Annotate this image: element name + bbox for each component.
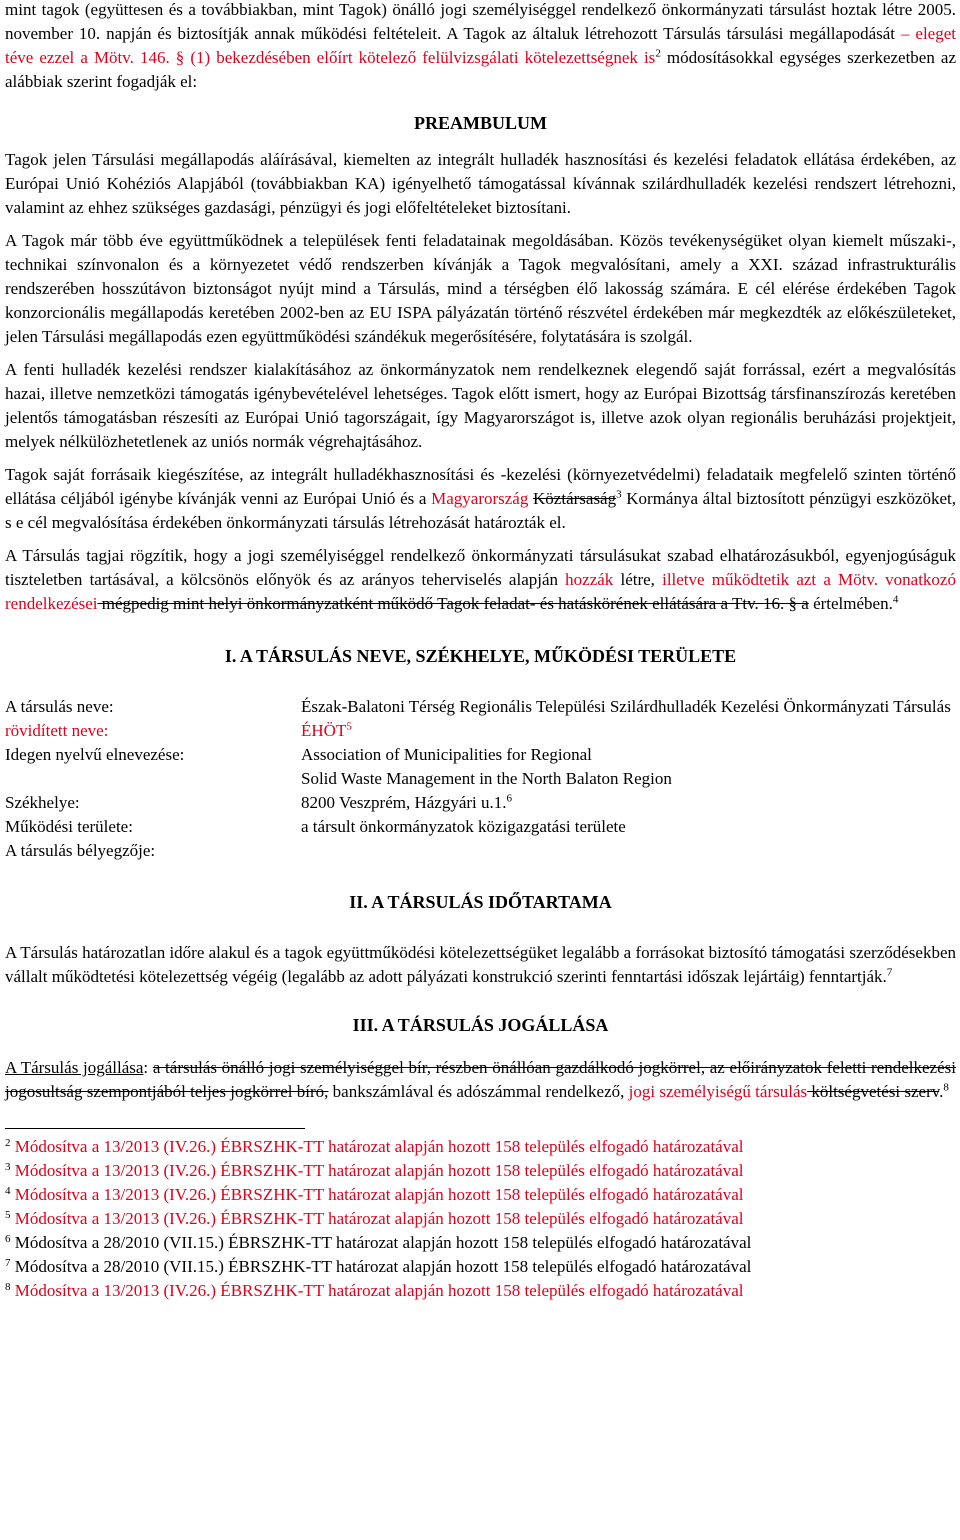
preamble-p4-deleted: Köztársaság	[533, 489, 617, 508]
section-3-paragraph	[5, 1056, 956, 1104]
seat-value	[301, 791, 956, 815]
footnote-item	[5, 1135, 956, 1159]
foreign-name-line-1: Association of Municipalities for Regional	[301, 745, 592, 764]
intro-line-3: létrehozott Társulás társulási megállapodását	[584, 24, 901, 43]
preamble-paragraph-4	[5, 463, 956, 535]
preamble-paragraph-3: A fenti hulladék kezelési rendszer kialakításához az önkormányzatok nem rendelkeznek elegendő saját forrással, ezért a megvalósítás hazai, illetve nemzetközi támogatás igénybevételével lehetséges. Tagok előtt ismert, hogy az Európai Bizottság társfinanszírozás keretében jelentős támogatásban részesíti az Európai Unió tagországait, így Magyarországot is, illetve azok olyan regionális beruházási projektjeit, melyek nélkülözhetetlenek az uniós normák végrehajtásához.	[5, 360, 956, 451]
legal-status-amended: jogi személyiségű társulás	[628, 1082, 808, 1101]
footnote-text: Módosítva a 13/2013 (IV.26.) ÉBRSZHK-TT határozat alapján hozott 158 település elfogadó határozatával	[10, 1137, 744, 1156]
footnote-item	[5, 1183, 956, 1207]
foreign-name-value	[301, 743, 956, 791]
section-2-text: A Társulás határozatlan időre alakul és a tagok együttműködési kötelezettségüket legalább a forrásokat biztosító támogatási szerződésekben vállalt működtetési kötelezettség végéig (legalább az adott pályázati konstrukció szerinti fenntartási időszak lejártáig) fenntartják.	[5, 943, 956, 986]
foreign-name-line-2: Solid Waste Management in the North Balaton Region	[301, 769, 672, 788]
preamble-p4-text-end: Kormánya által biztosított pénzügyi eszközöket, s e cél megvalósítása érdekében önkormányzati társulás létrehozását határozták el.	[5, 489, 957, 532]
document-page	[5, 0, 956, 1303]
name-value: Észak-Balatoni Térség Regionális Települési Szilárdhulladék Kezelési Önkormányzati Társulás	[301, 697, 951, 716]
preamble-paragraph-1: Tagok jelen Társulási megállapodás aláírásával, kiemelten az integrált hulladék hasznosítási és kezelési feladatok ellátása érdekében, az Európai Unió Kohéziós Alapjából (továbbiakban KA) igényelhető támogatással kívánnak szilárdhulladék kezelési rendszert létrehozni, valamint az ehhez szükséges gazdasági, pénzügyi és jogi előfeltételeket biztosítani.	[5, 150, 956, 217]
preamble-p4-amended: Magyarország	[431, 489, 529, 508]
area-label: Működési területe:	[5, 817, 133, 836]
area-value: a társult önkormányzatok közigazgatási területe	[301, 817, 626, 836]
preamble-p5-text-end: értelmében.	[808, 594, 893, 613]
footnote-item	[5, 1231, 956, 1255]
footnote-ref: 6	[506, 792, 513, 805]
intro-line-1: mint tagok (együttesen és a továbbiakban, mint Tagok) önálló jogi személyiséggel rendelkező önkormányzati	[5, 0, 764, 19]
section-3-title: III. A TÁRSULÁS JOGÁLLÁSA	[352, 1015, 609, 1035]
short-name-value	[301, 719, 956, 743]
footnote-ref: 2	[655, 47, 661, 60]
footnote-number: 6	[5, 1233, 11, 1245]
intro-amended-text: – eleget téve ezzel a Mötv. 146. § (1) bekezdésében előírt kötelező felülvizsgálati kötelezettségnek is	[5, 24, 956, 67]
foreign-name-label: Idegen nyelvű elnevezése:	[5, 745, 185, 764]
seat-text: 8200 Veszprém, Házgyári u.1.	[301, 793, 507, 812]
footnote-number: 5	[5, 1209, 11, 1221]
footnote-ref: 4	[892, 593, 899, 606]
footnote-text: Módosítva a 13/2013 (IV.26.) ÉBRSZHK-TT határozat alapján hozott 158 település elfogadó határozatával	[10, 1185, 744, 1204]
footnote-ref: 3	[616, 488, 622, 501]
preamble-title: PREAMBULUM	[414, 113, 547, 133]
legal-status-text: bankszámlával és adószámmal rendelkező,	[328, 1082, 629, 1101]
name-label: A társulás neve:	[5, 697, 114, 716]
colon: :	[143, 1058, 153, 1077]
preamble-p4-text: Tagok saját forrásaik kiegészítése, az integrált hulladékhasznosítási és -kezelési (környezetvédelmi) feladataik megfelelő szinten történő ellátása céljából igénybe kívánják venni az Európai Unió és a	[5, 465, 956, 508]
legal-status-deleted-1: a társulás önálló jogi személyiséggel bír, részben önállóan gazdálkodó jogkörrel, az előirányzatok feletti rendelkezési jogosultság szempontjából teljes jogkörrel bíró,	[5, 1058, 956, 1101]
footnote-number: 3	[5, 1161, 11, 1173]
footnote-number: 7	[5, 1257, 11, 1269]
section-2-paragraph	[5, 941, 956, 989]
association-info-table	[5, 695, 956, 863]
intro-paragraph	[5, 0, 956, 94]
preamble-paragraph-5	[5, 544, 956, 616]
section-2-title: II. A TÁRSULÁS IDŐTARTAMA	[349, 892, 612, 912]
preamble-p5-text-mid: létre,	[613, 570, 663, 589]
footnote-ref: 8	[943, 1081, 949, 1094]
short-name-text: ÉHÖT	[301, 721, 347, 740]
preamble-p5-deleted: mégpedig mint helyi önkormányzatként működő Tagok feladat- és hatáskörének ellátására a Ttv. 16. § a	[97, 594, 809, 613]
preamble-paragraph-2: A Tagok már több éve együttműködnek a települések fenti feladatainak megoldásában. Közös tevékenységüket olyan kiemelt műszaki-, technikai színvonalon és a környezetet védő rendszerben kívánják a Tagok megvalósítani, amely a XXI. század infrastrukturális rendszerében hosszútávon biztonságot nyújt mind a Társulás, mind a térségben élő lakosság számára. E cél elérése érdekében Tagok konzorcionális megállapodás keretében 2002-ben az EU ISPA pályázatán történő részvétel érdekében már megkezdték az előkészületeket, jelen Társulási megállapodás ezen együttműködési szándékuk megerősítésére, folytatására is szolgál.	[5, 231, 956, 346]
footnote-separator	[5, 1128, 305, 1129]
section-1-title: I. A TÁRSULÁS NEVE, SZÉKHELYE, MŰKÖDÉSI TERÜLETE	[224, 646, 737, 666]
footnote-ref: 5	[346, 720, 352, 733]
footnote-text: Módosítva a 13/2013 (IV.26.) ÉBRSZHK-TT határozat alapján hozott 158 település elfogadó határozatával	[10, 1161, 744, 1180]
footnote-number: 8	[5, 1281, 11, 1293]
footnote-text: Módosítva a 13/2013 (IV.26.) ÉBRSZHK-TT határozat alapján hozott 158 település elfogadó határozatával	[10, 1209, 744, 1228]
footnote-item	[5, 1279, 956, 1303]
footnote-item	[5, 1255, 956, 1279]
footnote-number: 2	[5, 1137, 11, 1149]
footnote-number: 4	[5, 1185, 11, 1197]
short-name-label: rövidített neve:	[5, 721, 109, 740]
footnote-item	[5, 1207, 956, 1231]
intro-line-2: társulást hoztak létre 2005. november 10. napján és biztosítják annak működési feltételeit. A Tagok az általuk	[5, 0, 956, 43]
legal-status-end: .	[939, 1082, 944, 1101]
legal-status-label: A Társulás jogállása	[5, 1058, 144, 1077]
footnote-text: Módosítva a 28/2010 (VII.15.) ÉBRSZHK-TT határozat alapján hozott 158 település elfogadó határozatával	[10, 1233, 752, 1252]
preamble-p5-amended-1: hozzák	[565, 570, 614, 589]
seat-label: Székhelye:	[5, 793, 80, 812]
footnote-text: Módosítva a 13/2013 (IV.26.) ÉBRSZHK-TT határozat alapján hozott 158 település elfogadó határozatával	[10, 1281, 744, 1300]
footnote-ref: 7	[886, 966, 893, 979]
footnote-text: Módosítva a 28/2010 (VII.15.) ÉBRSZHK-TT határozat alapján hozott 158 település elfogadó határozatával	[10, 1257, 752, 1276]
preamble-p5-text: A Társulás tagjai rögzítik, hogy a jogi személyiséggel rendelkező önkormányzati társulásukat szabad elhatározásukból, egyenjogúságuk tiszteletben tartásával, a kölcsönös előnyök és az arányos teherviselés alapján	[5, 546, 956, 589]
intro-line-3-end: módosításokkal egységes szerkezetben az alábbiak szerint fogadják el:	[5, 48, 956, 91]
footnotes-list	[5, 1135, 956, 1303]
stamp-value	[301, 839, 956, 863]
legal-status-deleted-2: költségvetési szerv	[807, 1082, 940, 1101]
preamble-p5-amended-2: illetve működtetik azt a Mötv. vonatkozó rendelkezései	[5, 570, 956, 613]
stamp-label: A társulás bélyegzője:	[5, 841, 156, 860]
footnote-item	[5, 1159, 956, 1183]
